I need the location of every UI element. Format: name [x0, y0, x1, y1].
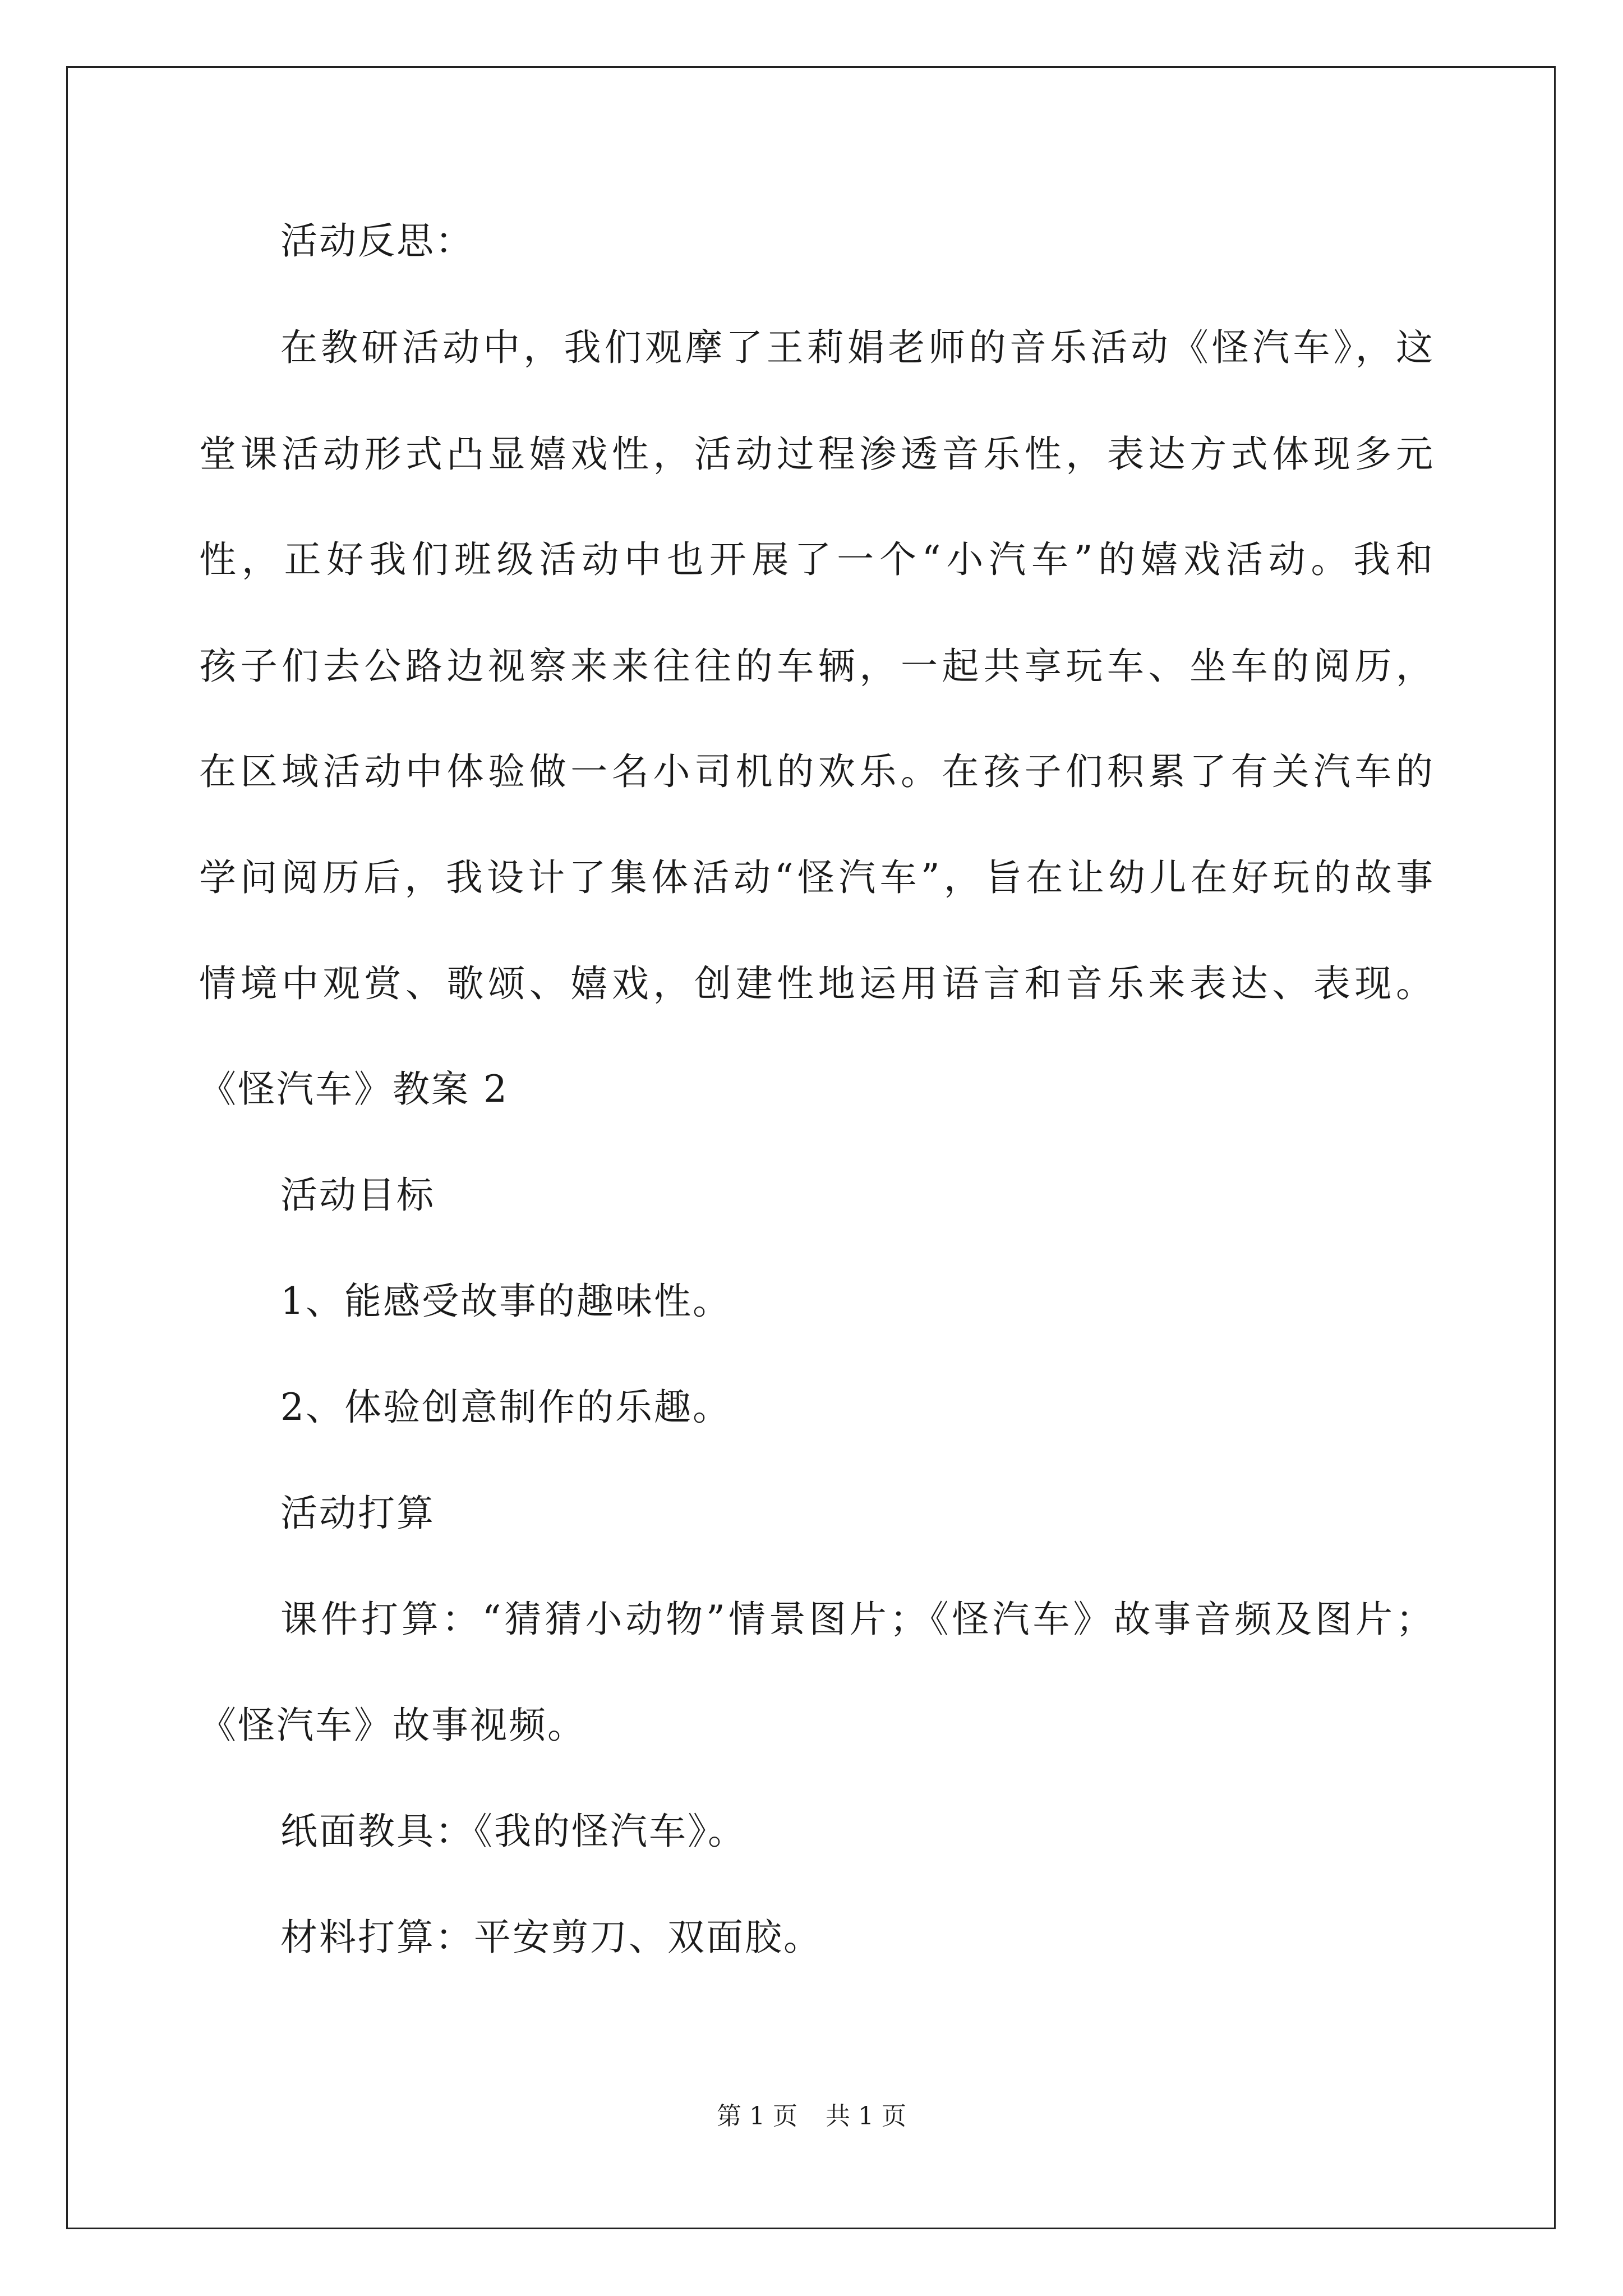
preparation-item: 材料打算：平安剪刀、双面胶。 — [280, 1916, 822, 1959]
preparation-item: 课件打算：“猜猜小动物”情景图片；《怪汽车》故事音频及图片； — [280, 1598, 1433, 1641]
page-number: 第 1 页 — [717, 2102, 797, 2131]
page-footer — [0, 2101, 1623, 2132]
section-heading-goals: 活动目标 — [280, 1174, 435, 1217]
page-border — [66, 66, 1556, 2229]
paragraph-line: 学问阅历后，我设计了集体活动“怪汽车”，旨在让幼儿在好玩的故事 — [199, 856, 1433, 899]
preparation-item-continued: 《怪汽车》故事视频。 — [199, 1704, 586, 1747]
paragraph-line: 堂课活动形式凸显嬉戏性，活动过程渗透音乐性，表达方式体现多元 — [199, 432, 1433, 476]
paragraph-line: 性，正好我们班级活动中也开展了一个“小汽车”的嬉戏活动。我和 — [199, 538, 1433, 581]
paragraph-line: 在教研活动中，我们观摩了王莉娟老师的音乐活动《怪汽车》，这 — [280, 326, 1433, 369]
page-total: 共 1 页 — [826, 2102, 906, 2131]
goal-item: 1、能感受故事的趣味性。 — [280, 1280, 731, 1323]
paragraph-line: 在区域活动中体验做一名小司机的欢乐。在孩子们积累了有关汽车的 — [199, 750, 1433, 793]
document-title: 《怪汽车》教案 2 — [199, 1068, 509, 1111]
section-heading-reflection: 活动反思： — [280, 219, 474, 263]
section-heading-preparation: 活动打算 — [280, 1492, 435, 1535]
paragraph-line: 情境中观赏、歌颂、嬉戏，创建性地运用语言和音乐来表达、表现。 — [199, 962, 1433, 1005]
paragraph-line: 孩子们去公路边视察来来往往的车辆，一起共享玩车、坐车的阅历， — [199, 645, 1433, 688]
preparation-item: 纸面教具：《我的怪汽车》。 — [280, 1810, 746, 1853]
goal-item: 2、体验创意制作的乐趣。 — [280, 1386, 731, 1429]
